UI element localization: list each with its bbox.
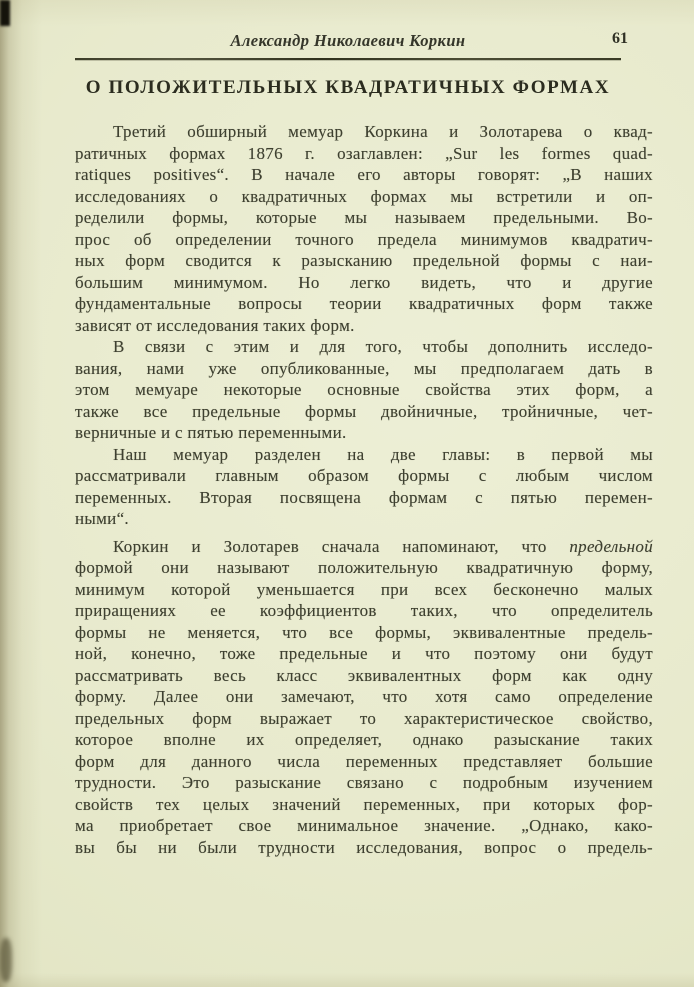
paragraph: [75, 121, 653, 336]
text-segment: приращениях ее коэффициентов таких, что определитель: [75, 601, 653, 620]
text-segment: формой они называют положительную квадратичную форму,: [75, 558, 653, 577]
text-segment: форму. Далее они замечают, что хотя само определение: [75, 687, 653, 706]
text-line: [75, 444, 653, 466]
emphasized-term: предельной: [569, 536, 653, 556]
text-segment: большим минимумом. Но легко видеть, что и другие: [75, 272, 653, 292]
text-segment: ной, конечно, тоже предельные и что поэтому они будут: [75, 644, 653, 663]
section-title: О ПОЛОЖИТЕЛЬНЫХ КВАДРАТИЧНЫХ ФОРМАХ: [85, 77, 611, 98]
text-segment: ratiques positives“. В начале его авторы говорят: „В наших: [75, 165, 653, 184]
text-line: [75, 837, 653, 859]
running-header: Александр Николаевич Коркин: [230, 31, 466, 50]
text-segment: формы не меняется, что все формы, эквивалентные предель-: [75, 622, 653, 642]
text-line: [75, 622, 653, 644]
text-line: [75, 772, 653, 794]
text-segment: ределили формы, которые мы называем предельными. Во-: [75, 208, 653, 227]
text-line: [75, 686, 653, 708]
text-segment: ма приобретает свое минимальное значение. „Однако, како-: [75, 816, 653, 835]
text-segment: исследованиях о квадратичных формах мы встретили и оп-: [75, 186, 653, 206]
paragraph: [75, 536, 653, 859]
text-segment: зависят от исследования таких форм.: [75, 315, 355, 335]
text-line: [75, 794, 653, 816]
text-line: [75, 465, 653, 487]
text-segment: предельных форм выражает то характеристическое свойство,: [75, 708, 653, 728]
header-rule-divider: [75, 58, 621, 60]
page-text: [75, 121, 653, 858]
text-line: [75, 600, 653, 622]
text-segment: трудности. Это разыскание связано с подробным изучением: [75, 773, 653, 792]
paragraph: [75, 444, 653, 530]
text-line: [75, 336, 653, 358]
text-line: [75, 250, 653, 272]
text-line: [75, 422, 653, 444]
text-line: [75, 358, 653, 380]
text-line: [75, 708, 653, 730]
text-line: [75, 186, 653, 208]
text-line: [75, 536, 653, 558]
text-line: [75, 665, 653, 687]
text-line: [75, 557, 653, 579]
text-segment: рассматривать весь класс эквивалентных форм как одну: [75, 665, 653, 685]
text-segment: этом мемуаре некоторые основные свойства этих форм, а: [75, 380, 653, 399]
text-segment: ратичных формах 1876 г. озаглавлен: „Sur les formes quad-: [75, 143, 653, 163]
text-segment: рассматривали главным образом формы с любым числом: [75, 466, 653, 485]
text-segment: вания, нами уже опубликованные, мы предполагаем дать в: [75, 358, 653, 378]
text-segment: ных форм сводится к разысканию предельной формы с наи-: [75, 251, 653, 270]
text-line: [75, 487, 653, 509]
text-line: [75, 643, 653, 665]
text-segment: ными“.: [75, 509, 129, 528]
text-segment: вы бы ни были трудности исследования, вопрос о предель-: [75, 837, 653, 857]
text-line: [75, 579, 653, 601]
text-segment: свойств тех целых значений переменных, при которых фор-: [75, 794, 653, 814]
text-segment: верничные и с пятью переменными.: [75, 423, 347, 442]
text-segment: которое вполне их определяет, однако разыскание таких: [75, 730, 653, 749]
text-line: [75, 272, 653, 294]
text-segment: прос об определении точного предела минимумов квадратич-: [75, 229, 653, 249]
text-segment: Третий обширный мемуар Коркина и Золотарева о квад-: [113, 122, 653, 141]
text-segment: В связи с этим и для того, чтобы дополнить исследо-: [113, 337, 653, 356]
paragraph: [75, 336, 653, 444]
text-line: [75, 508, 653, 530]
text-line: [75, 121, 653, 143]
text-line: [75, 315, 653, 337]
text-line: [75, 229, 653, 251]
scan-edge-artifact: [0, 938, 12, 982]
page-number: 61: [612, 30, 628, 47]
text-line: [75, 815, 653, 837]
text-segment: переменных. Вторая посвящена формам с пятью перемен-: [75, 487, 653, 507]
text-line: [75, 293, 653, 315]
text-segment: фундаментальные вопросы теории квадратичных форм также: [75, 294, 653, 313]
text-segment: Коркин и Золотарев сначала напоминают, что: [113, 536, 570, 556]
scan-corner-artifact: [0, 0, 10, 26]
text-segment: Наш мемуар разделен на две главы: в первой мы: [113, 444, 653, 464]
text-line: [75, 401, 653, 423]
text-line: [75, 729, 653, 751]
text-segment: также все предельные формы двойничные, тройничные, чет-: [75, 401, 653, 421]
text-segment: минимум которой уменьшается при всех бесконечно малых: [75, 579, 653, 599]
text-line: [75, 751, 653, 773]
text-line: [75, 207, 653, 229]
text-segment: форм для данного числа переменных представляет большие: [75, 751, 653, 771]
text-line: [75, 379, 653, 401]
text-line: [75, 143, 653, 165]
text-line: [75, 164, 653, 186]
